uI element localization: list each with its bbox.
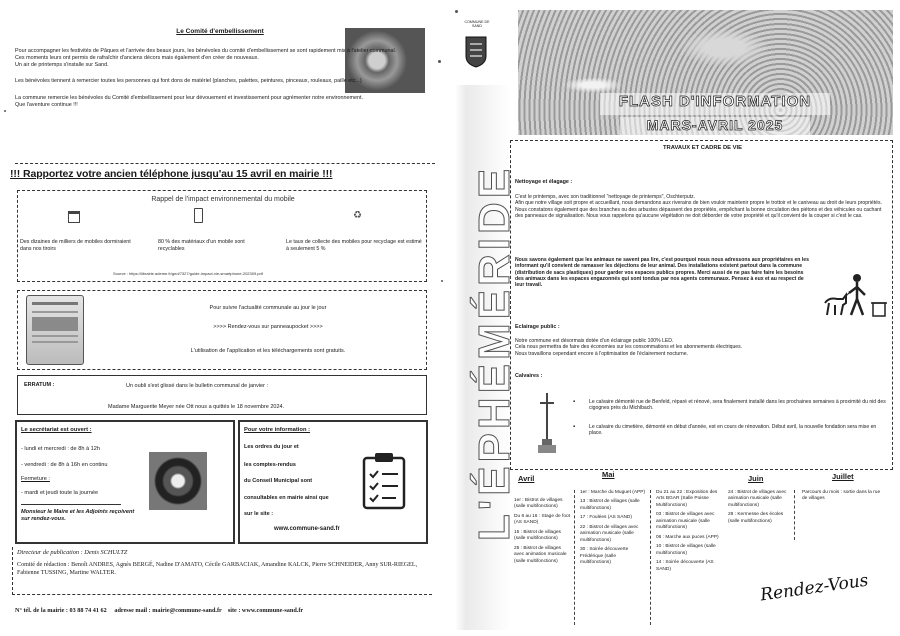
right-page bbox=[450, 0, 900, 636]
calendar-divider-3 bbox=[794, 490, 795, 540]
flash-date-banner bbox=[620, 117, 810, 137]
publication-box bbox=[12, 547, 432, 595]
info-site-link[interactable]: www.commune-sand.fr bbox=[274, 526, 340, 532]
commune-crest-icon bbox=[465, 36, 487, 68]
juin-event: 14 : Soirée découverte (AS SAND) bbox=[656, 560, 714, 572]
erratum-box bbox=[17, 375, 427, 415]
comite-redaction: Comité de rédaction : Benoît ANDRES, Agnès BERGÉ, Nadine D'AMATO, Cécile GARBACIAK, Amandine KALCK, Pierre SCHNEIDER, Anny SUR-RIEGEL, Fabienne TUSSING, Martine WALTER. bbox=[17, 562, 418, 576]
mai-event: 17 : Foulées (AS SAND) bbox=[580, 515, 632, 521]
panneaupocket-box bbox=[17, 290, 427, 370]
erratum-line-1: Un oubli s'est glissé dans le bulletin communal de janvier : bbox=[126, 383, 268, 389]
avril-event: 25 : Bistrot de villages avec animation musicale (salle multifonctions) bbox=[514, 545, 567, 564]
month-juillet: Juillet bbox=[832, 472, 854, 481]
dog-walker-icon bbox=[821, 273, 889, 318]
scan-speck bbox=[4, 110, 6, 112]
mai-event: 30 : Soirée découverte Frédérique (salle multifonctions) bbox=[580, 547, 629, 566]
juillet-event: Parcours du mois : sortie dans la rue de villages bbox=[802, 490, 881, 502]
eclairage-text bbox=[515, 338, 889, 357]
eclairage-title: Eclairage public : bbox=[515, 324, 560, 330]
embellissement-title: Le Comité d'embellissement bbox=[176, 28, 264, 35]
nettoyage-p2: Afin que notre village soit propre et accueillant, nous demandons aux riverains de bien vouloir maintenir propre le trottoir et le caniveau au droit de leurs propriétés. bbox=[515, 200, 882, 207]
nettoyage-title: Nettoyage et élagage : bbox=[515, 179, 573, 185]
month-mai: Mai bbox=[602, 470, 615, 479]
embellissement-p2: Ces moments leurs ont permis de rafraîchir d'anciens décors mais également d'en créer de nouveaux. bbox=[15, 54, 259, 61]
secretariat-line-2: - vendredi : de 8h à 16h en continu bbox=[21, 462, 108, 468]
info-title: Pour votre information : bbox=[244, 427, 311, 433]
info-box bbox=[238, 420, 428, 544]
avril-event: 1er : Bistrot de villages (salle multifonctions) bbox=[514, 498, 563, 510]
rendez-vous-signature: Rendez-Vous bbox=[759, 570, 870, 606]
mobile-impact-title: Rappel de l'impact environnemental du mobile bbox=[151, 196, 295, 203]
mobile-stat-3: Le taux de collecte des mobiles pour recyclage est estimé à seulement 5 % bbox=[286, 239, 422, 252]
mairie-building-image bbox=[149, 452, 207, 510]
eclairage-p1: Notre commune est désormais dotée d'un éclairage public 100% LED. bbox=[515, 338, 674, 344]
nettoyage-p1: C'est le printemps, avec son traditionnel "nettoyage de printemps", Oschterputz. bbox=[515, 194, 696, 200]
commune-name: COMMUNE DE SAND bbox=[464, 20, 490, 29]
secretariat-line-3: - mardi et jeudi toute la journée bbox=[21, 490, 99, 496]
mobile-impact-box bbox=[17, 190, 427, 282]
vertical-title: L'ÉPHÉMÉRIDE bbox=[470, 164, 519, 542]
eclairage-p3: Nous travaillons cependant encore à l'optimisation de l'éclairement nocturne. bbox=[515, 350, 688, 357]
month-juin: Juin bbox=[748, 474, 764, 483]
panneaupocket-line-3: L'utilisation de l'application et les téléchargements sont gratuits. bbox=[190, 348, 346, 354]
calvaires-title: Calvaires : bbox=[515, 373, 543, 379]
mobile-stat-2: 80 % des matériaux d'un mobile sont recyclables bbox=[158, 239, 245, 252]
secretariat-box bbox=[15, 420, 235, 544]
contact-line: N° tél. de la mairie : 03 88 74 41 62 adresse mail : mairie@commune-sand.fr site : www.commune-sand.fr bbox=[15, 607, 304, 614]
info-line-5: sur le site : bbox=[244, 511, 274, 517]
juillet-events bbox=[802, 490, 886, 506]
animaux-text: Nous savons également que les animaux ne savent pas lire, c'est pourquoi nous nous adressons aux propriétaires en les informant qu'il convient de ramasser les déjections de leur animal. Des installations existent partout dans la commune (distribution de sacs plastiques) pour garder vos espaces publics propres. Merci aussi de ne pas faire faire les besoins des animaux dans les espaces engazonnés qui sont tondus par nos agents communaux. Pensez à eux et au respect de leur travail. bbox=[515, 257, 809, 289]
calendar-divider-1 bbox=[574, 490, 575, 625]
recycle-icon: ♻ bbox=[353, 210, 362, 221]
month-avril: Avril bbox=[518, 474, 535, 483]
mobile-stat-1: Des dizaines de milliers de mobiles dormiraient dans nos tiroirs bbox=[20, 239, 131, 252]
juin-events-1 bbox=[656, 490, 724, 576]
mai-event: 13 : Bistrot de villages (salle multifonctions) bbox=[580, 499, 640, 511]
phone-recycle-icon bbox=[194, 208, 203, 223]
embellissement-text bbox=[15, 48, 430, 109]
embellissement-section bbox=[15, 14, 435, 164]
erratum-line-2: Madame Marguerite Meyer née Ott nous a quittés le 18 novembre 2024. bbox=[108, 404, 285, 410]
embellissement-p5: La commune remercie les bénévoles du Comité d'embellissement pour leur dévouement et investissement pour agrémenter notre environnement. bbox=[15, 95, 364, 101]
travaux-title: TRAVAUX ET CADRE DE VIE bbox=[662, 145, 743, 151]
fermeture-title: Fermeture : bbox=[21, 476, 50, 482]
juin-event: 10 : Bistrot de villages (salle multifonctions) bbox=[656, 544, 716, 556]
embellissement-p4: Les bénévoles tiennent à remercier toutes les personnes qui font dons de matériel (planches, palettes, peintures, pinceaux, rouleaux, paille etc...) bbox=[15, 78, 362, 85]
juin-event: 24 : Bistrot de villages avec animation musicale (salle multifonctions) bbox=[728, 490, 787, 508]
clipboard-icon bbox=[360, 452, 408, 510]
info-line-3: du Conseil Municipal sont bbox=[244, 478, 313, 484]
avril-event: 15 : Bistrot de villages (salle multifonctions) bbox=[514, 529, 561, 542]
calendar-section bbox=[510, 470, 893, 630]
bullet-2: ▪ bbox=[573, 424, 576, 430]
eclairage-p2: Cela nous permettra de faire des économies sur les consommations et les abonnements électriques. bbox=[515, 344, 743, 351]
directeur-publication bbox=[17, 549, 127, 557]
secretariat-line-4: Monsieur le Maire et les Adjoints reçoivent sur rendez-vous. bbox=[21, 509, 135, 522]
juin-event: 06 : Marche aux puces (APP) bbox=[656, 534, 719, 540]
mobile-source: Source : https://librairie.ademe.fr/ged/7327/guide-impact-vie-smartphone-202309.pdf bbox=[113, 271, 263, 276]
scan-speck bbox=[441, 280, 443, 282]
juin-event: Du 21 au 22 : Exposition des Arts BGAR (Salle Poisse Multifonctions) bbox=[656, 490, 718, 508]
info-line-2: les comptes-rendus bbox=[244, 462, 296, 468]
panneaupocket-phone-image bbox=[26, 295, 84, 365]
flash-title: FLASH D'INFORMATION bbox=[618, 93, 812, 110]
avril-event: Du 6 au 16 : Stage de foot (AS SAND) bbox=[514, 513, 571, 526]
headline-phone: !!! Rapportez votre ancien téléphone jusqu'au 15 avril en mairie !!! bbox=[10, 168, 333, 180]
info-line-4: consultables en mairie ainsi que bbox=[244, 495, 329, 501]
embellissement-p3: Un air de printemps s'installe sur Sand. bbox=[15, 61, 109, 68]
secretariat-line-1: - lundi et mercredi : de 8h à 12h bbox=[21, 446, 100, 452]
nettoyage-text bbox=[515, 194, 889, 219]
scan-speck bbox=[455, 10, 458, 13]
juin-event: 03 : Bistrot de villages avec animation musicale (salle multifonctions) bbox=[656, 512, 715, 531]
calendar-divider-2 bbox=[650, 490, 651, 625]
travaux-box bbox=[510, 140, 893, 470]
calvaire-text-2: Le calvaire du cimetière, démonté en début d'année, est en cours de rénovation. Début avril, la nouvelle fondation sera mise en place. bbox=[589, 424, 877, 437]
panneaupocket-line-1: Pour suivre l'actualité communale au jour le jour bbox=[209, 305, 327, 311]
calvaire-text-1: Le calvaire démonté rue de Benfeld, réparé et rénové, sera finalement installé dans les prochaines semaines à proximité du nid des cigognes près du Michlbach. bbox=[589, 399, 886, 412]
mai-event: 1er : Marche du Muguet (APP) bbox=[580, 490, 646, 495]
flash-date: MARS-AVRIL 2025 bbox=[646, 117, 784, 133]
panneaupocket-line-2[interactable]: >>>> Rendez-vous sur panneaupocket >>>> bbox=[213, 324, 323, 330]
scan-speck bbox=[438, 60, 441, 63]
calvaire-image bbox=[535, 391, 559, 455]
flash-title-banner bbox=[600, 93, 830, 115]
info-line-1: Les ordres du jour et bbox=[244, 444, 299, 450]
erratum-label: ERRATUM : bbox=[24, 382, 55, 388]
nettoyage-p3: Nous constatons également que des branches ou des arbustes dépassent des propriétés, empêchant la bonne circulation des piétons et des véhicules ou cachant des panneaux de signalisation. Nous vous rappelons qu'aucune végétation ne doit déborder de votre propriété et qu'il convient de la couper si c'est le cas. bbox=[515, 206, 882, 220]
mai-events bbox=[580, 490, 648, 570]
embellissement-p6: Que l'aventure continue !!! bbox=[15, 101, 78, 108]
avril-events bbox=[514, 498, 572, 568]
directeur-text: Directeur de publication : Denis SCHULTZ bbox=[17, 549, 128, 556]
juin-events-2 bbox=[728, 490, 792, 528]
mai-event: 22 : Bistrot de villages avec animation musicale (salle multifonctions) bbox=[580, 524, 639, 543]
bullet-1: ▪ bbox=[573, 399, 576, 405]
embellissement-p1: Pour accompagner les festivités de Pâques et l'arrivée des beaux jours, les bénévoles du comité d'embellissement se sont rapidement mis à l'atelier communal. bbox=[15, 48, 397, 54]
secretariat-divider bbox=[21, 504, 121, 505]
secretariat-title: Le secrétariat est ouvert : bbox=[21, 427, 92, 433]
juin-event: 28 : Kermesse des écoles (salle multifonctions) bbox=[728, 512, 784, 524]
drawer-icon bbox=[68, 211, 80, 223]
